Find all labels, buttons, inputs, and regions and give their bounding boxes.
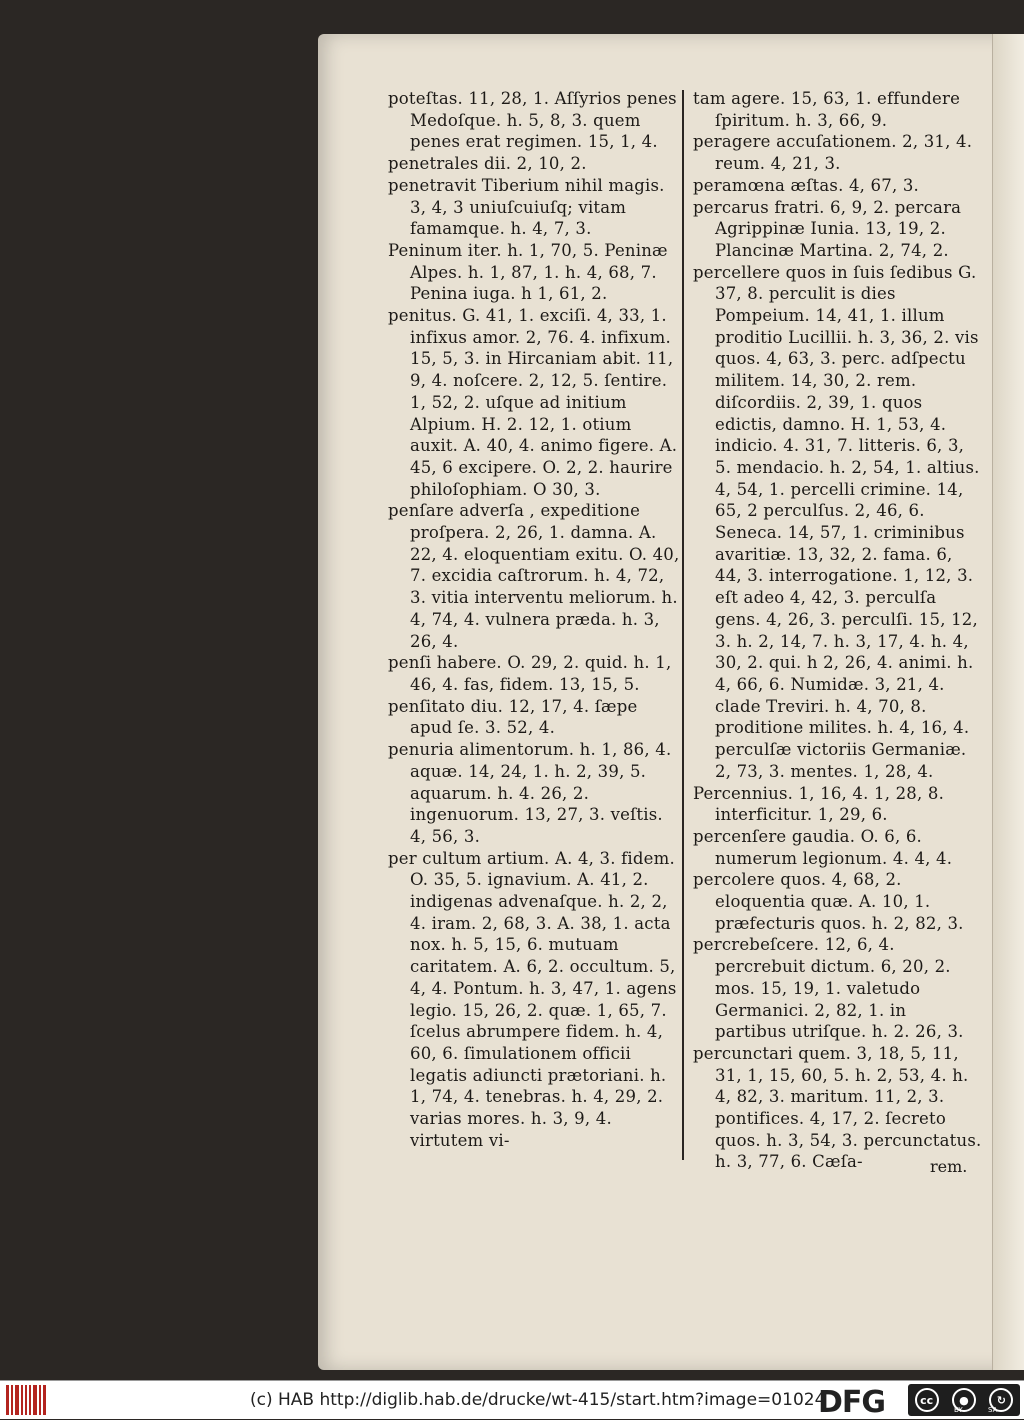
sa-share-icon: ↻ [989,1388,1013,1412]
sa-label: SA [988,1406,998,1414]
index-entry: penitus. G. 41, 1. exciſi. 4, 33, 1. infixus amor. 2, 76. 4. infixum. 15, 5, 3. in Hircaniam abit. 11, 9, 4. noſcere. 2, 12, 5. ſentire. 1, 52, 2. uſque ad initium Alpium. H. 2. 12, 1. otium auxit. A. 40, 4. animo figere. A. 45, 6 excipere. O. 2, 2. haurire philoſophiam. O 30, 3. [388,306,678,499]
by-label: BY [954,1406,963,1414]
catchword: rem. [930,1157,968,1176]
index-entry: percolere quos. 4, 68, 2. eloquentia quæ. A. 10, 1. præfecturis quos. h. 2, 82, 3. [693,870,964,933]
hab-logo-icon[interactable] [6,1385,46,1415]
page-edge [992,34,1024,1370]
index-entry: percarus fratri. 6, 9, 2. percara Agrippinæ Iunia. 13, 19, 2. Plancinæ Martina. 2, 74, 2. [693,197,962,260]
index-entry: percenſere gaudia. O. 6, 6. numerum legionum. 4. 4, 4. [693,826,953,868]
column-divider [682,90,684,1160]
index-entry: percunctari quem. 3, 18, 5, 11, 31, 1, 15, 60, 5. h. 2, 53, 4. h. 4, 82, 3. maritum. 11, 2, 3. pontifices. 4, 17, 2. ſecreto quos. h. 3, 54, 3. percunctatus. h. 3, 77, 6. Cæſa- [693,1043,982,1172]
index-entry: peragere accuſationem. 2, 31, 4. reum. 4, 21, 3. [693,132,973,174]
dfg-logo[interactable]: DFG [818,1385,886,1420]
index-entry: penſare adverſa , expeditione proſpera. 2, 26, 1. damna. A. 22, 4. eloquentiam exitu. O. 40, 7. excidia caſtrorum. h. 4, 72, 3. vitia interventu meliorum. h. 4, 74, 4. vulnera præda. h. 3, 26, 4. [388,501,680,651]
index-entry: Percennius. 1, 16, 4. 1, 28, 8. interficitur. 1, 29, 6. [693,783,945,825]
index-entry: percrebeſcere. 12, 6, 4. percrebuit dictum. 6, 20, 2. mos. 15, 19, 1. valetudo Germanici. 2, 82, 1. in partibus utriſque. h. 2. 26, 3. [693,935,964,1042]
cc-icon: cc [915,1388,939,1412]
left-index-column [388,88,684,1151]
index-entry: tam agere. 15, 63, 1. effundere ſpiritum. h. 3, 66, 9. [693,89,961,130]
index-entry: peramœna æſtas. 4, 67, 3. [693,175,919,195]
index-entry: Peninum iter. h. 1, 70, 5. Peninæ Alpes. h. 1, 87, 1. h. 4, 68, 7. Penina iuga. h 1, 61, 2. [388,240,668,304]
cc-license-badge[interactable] [908,1384,1020,1416]
index-entry: penuria alimentorum. h. 1, 86, 4. aquæ. 14, 24, 1. h. 2, 39, 5. aquarum. h. 4. 26, 2. ingenuorum. 13, 27, 3. veſtis. 4, 56, 3. [388,740,672,846]
index-entry: penſitato diu. 12, 17, 4. ſæpe apud ſe. 3. 52, 4. [388,696,638,738]
index-entry: penetrales dii. 2, 10, 2. [388,154,587,174]
index-entry: poteſtas. 11, 28, 1. Aſſyrios penes Medoſque. h. 5, 8, 3. quem penes erat regimen. 15, 1, 4. [388,89,677,152]
index-entry: penetravit Tiberium nihil magis. 3, 4, 3 uniuſcuiuſq; vitam famamque. h. 4, 7, 3. [388,175,665,239]
by-person-icon: ● [952,1388,976,1412]
index-entry: percellere quos in ſuis ſedibus G. 37, 8. perculit is dies Pompeium. 14, 41, 1. illum proditio Lucillii. h. 3, 36, 2. vis quos. 4, 63, 3. perc. adſpectu militem. 14, 30, 2. rem. diſcordiis. 2, 39, 1. quos edictis, damno. H. 1, 53, 4. indicio. 4. 31, 7. litteris. 6, 3, 5. mendacio. h. 2, 54, 1. altius. 4, 54, 1. percelli crimine. 14, 65, 2 perculſus. 2, 46, 6. Seneca. 14, 57, 1. criminibus avaritiæ. 13, 32, 2. fama. 6, 44, 3. interrogatione. 1, 12, 3. eſt adeo 4, 42, 3. perculſa gens. 4, 26, 3. perculſi. 15, 12, 3. h. 2, 14, 7. h. 3, 17, 4. h. 4, 30, 2. qui. h 2, 26, 4. animi. h. 4, 66, 6. Numidæ. 3, 21, 4. clade Treviri. h. 4, 70, 8. proditione milites. h. 4, 16, 4. perculſæ victoriis Germaniæ. 2, 73, 3. mentes. 1, 28, 4. [693,262,980,781]
index-entry: per cultum artium. A. 4, 3. fidem. O. 35, 5. ignavium. A. 41, 2. indigenas advenaſque. h. 2, 2, 4. iram. 2, 68, 3. A. 38, 1. acta nox. h. 5, 15, 6. mutuam caritatem. A. 6, 2. occultum. 5, 4, 4. Pontum. h. 3, 47, 1. agens legio. 15, 26, 2. quæ. 1, 65, 7. ſcelus abrumpere fidem. h. 4, 60, 6. ſimulationem officii legatis adiuncti prætoriani. h. 1, 74, 4. tenebras. h. 4, 29, 2. varias mores. h. 3, 9, 4. virtutem vi- [388,848,677,1150]
viewer-footer [0,1380,1024,1419]
copyright-link[interactable]: (c) HAB http://diglib.hab.de/drucke/wt-415/start.htm?image=01024 [250,1390,826,1410]
right-index-column [693,88,983,1173]
index-entry: penſi habere. O. 29, 2. quid. h. 1, 46, 4. fas, fidem. 13, 15, 5. [388,653,672,694]
